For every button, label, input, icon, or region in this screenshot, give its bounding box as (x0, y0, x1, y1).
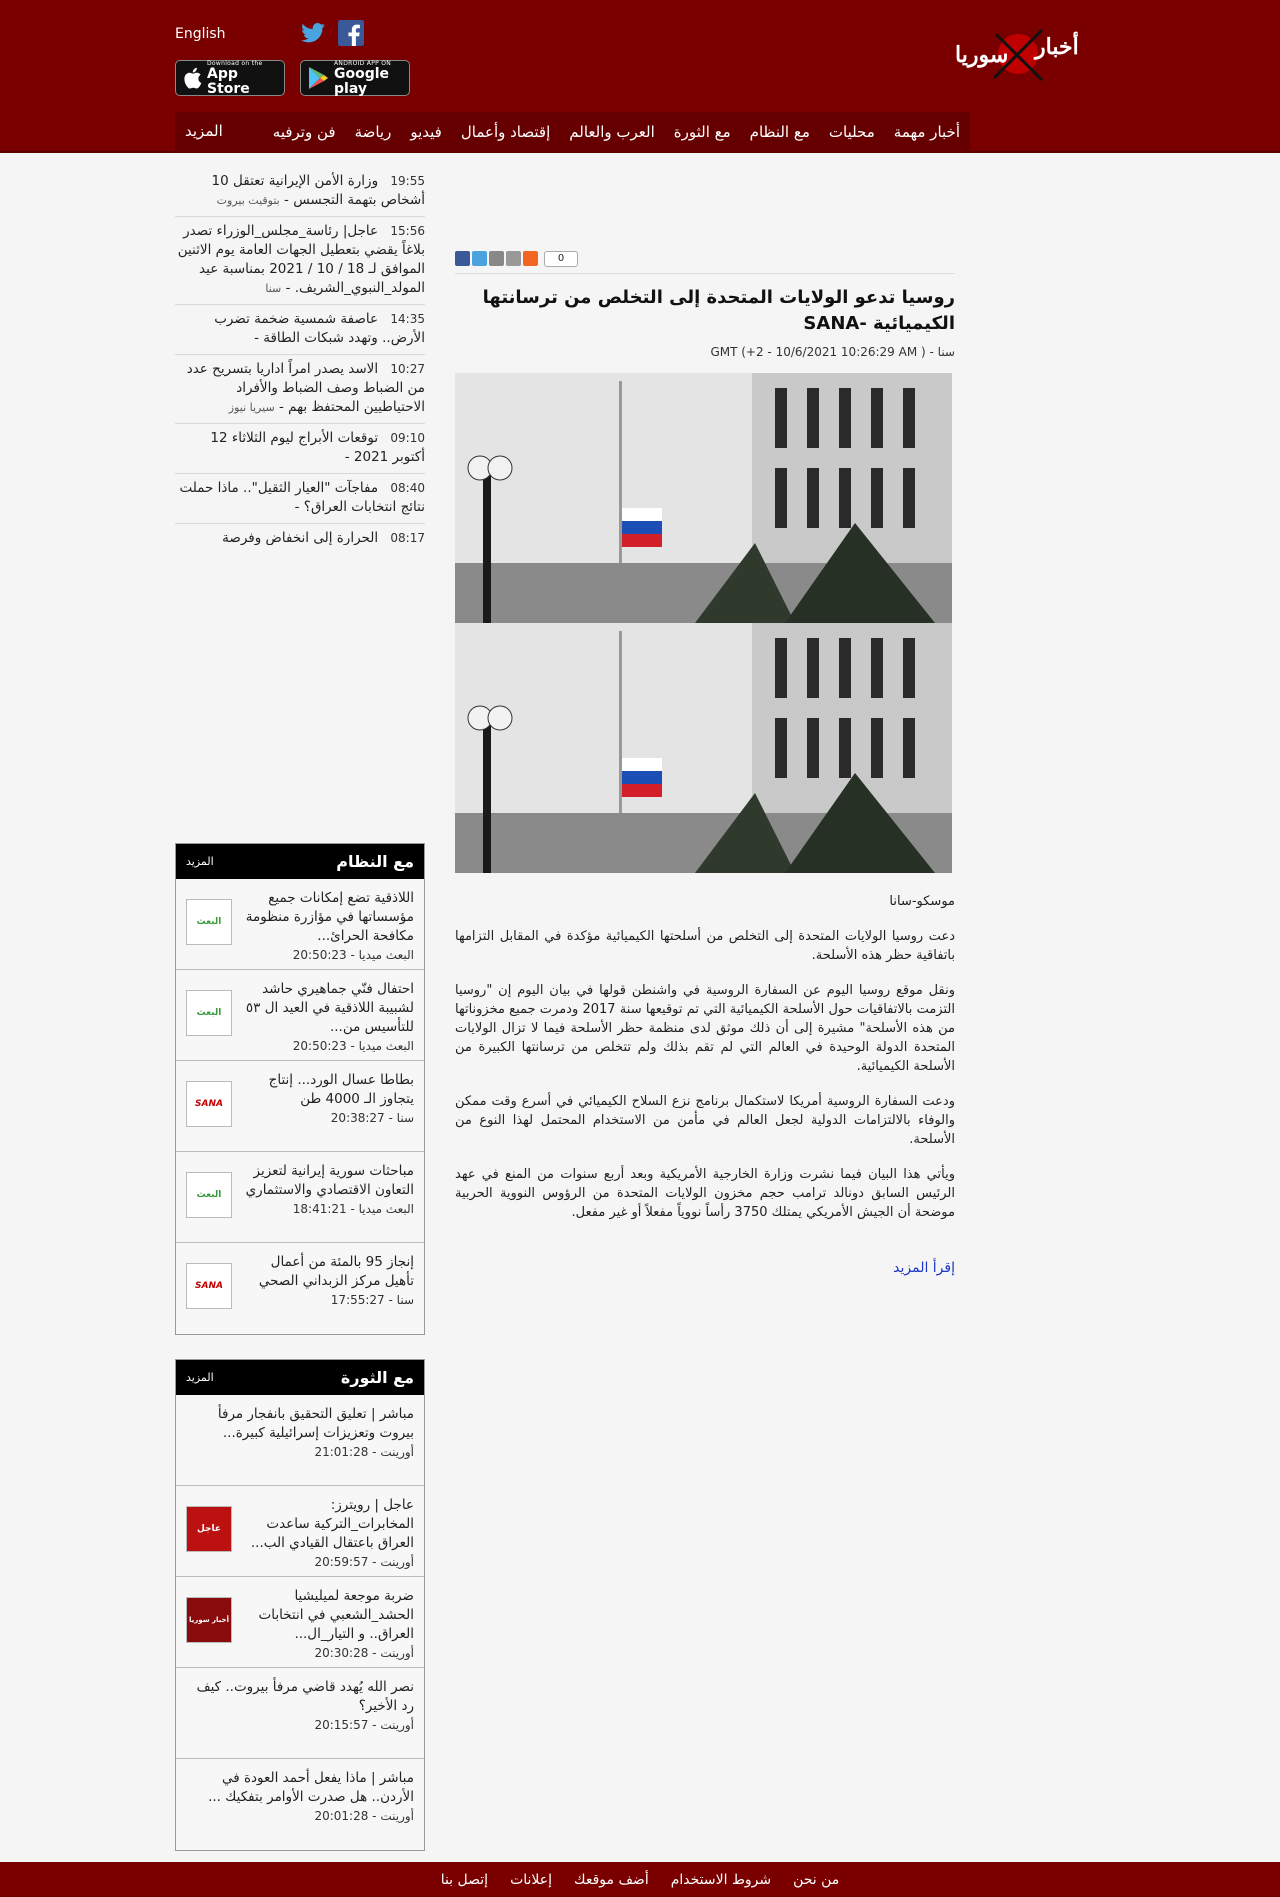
item-meta: سنا - 17:55:27 (330, 1293, 414, 1307)
embassy-flag-image (455, 623, 952, 873)
box-more-link[interactable]: المزيد (186, 855, 214, 868)
item-meta: أورينت - 20:01:28 (314, 1809, 414, 1823)
article-paragraph: ونقل موقع روسيا اليوم عن السفارة الروسية في واشنطن قولها في بيان اليوم إن "روسيا التزمت بالاتفاقيات حول الأسلحة الكيميائية التي تم توقيعها سنة 2017 ودمرت جميع مخزوناتها من هذه الأسلحة" مشيرة إلى أن ذلك موثق لدى منظمة حظر الأسلحة فيما لا تزال الولايات المتحدة الدولة الوحيدة في العالم التي لم تقم بذلك ولم تتخلص من ترسانتها الكبيرة من الأسلحة الكيميائية. (455, 983, 955, 1074)
revolution-news-box (175, 1359, 425, 1851)
breaking-news-list (175, 167, 425, 545)
news-time: 19:55 (390, 174, 425, 188)
share-bar (455, 251, 578, 267)
item-title[interactable]: ضربة موجعة لميليشيا الحشد_الشعبي في انتخابات العراق.. و التيار_ال... (258, 1588, 414, 1642)
article-image (455, 623, 952, 873)
divider (455, 273, 955, 274)
item-title[interactable]: إنجاز 95 بالمئة من أعمال تأهيل مركز الزبداني الصحي (258, 1254, 414, 1289)
article-body (455, 892, 955, 1238)
share-count: 0 (544, 251, 578, 267)
list-item[interactable] (176, 1668, 424, 1759)
item-meta: سنا - 20:38:27 (330, 1111, 414, 1125)
item-title[interactable]: بطاطا عسال الورد... إنتاج يتجاوز الـ 4000 طن (268, 1072, 414, 1107)
item-meta: البعث ميديا - 20:50:23 (292, 1039, 414, 1053)
list-item[interactable] (176, 1577, 424, 1668)
list-item[interactable] (176, 1243, 424, 1334)
box-header (176, 1360, 424, 1395)
list-item[interactable] (176, 970, 424, 1061)
list-item[interactable] (175, 474, 425, 524)
logo-word-akhbar: أخبار (1035, 34, 1079, 60)
logo-word-syria: سوريا (955, 42, 1009, 68)
nav-item[interactable]: رياضة (354, 123, 392, 141)
footer-link-about[interactable]: من نحن (793, 1871, 840, 1888)
thumbnail[interactable]: SANA (186, 1081, 232, 1127)
nav-item[interactable]: إقتصاد وأعمال (460, 123, 551, 141)
site-footer (0, 1862, 1280, 1897)
share-email-icon[interactable] (489, 251, 504, 266)
news-title[interactable]: عاجل| رئاسة_مجلس_الوزراء تصدر بلاغاً يقضي بتعطيل الجهات العامة يوم الاثنين الموافق لـ 18 / 10 / 2021 بمناسبة عيد المولد_النبوي_الشريف. - (177, 223, 425, 296)
article-paragraph: ودعت السفارة الروسية أمريكا لاستكمال برنامج نزع السلاح الكيميائي في أسرع وقت ممكن والوفاء بالالتزامات الدولية لجعل العالم في مأمن من الاستخدام المحتمل لهذا النوع من الأسلحة. (455, 1094, 955, 1147)
item-title[interactable]: نصر الله يُهدد قاضي مرفأ بيروت.. كيف رد الأخير؟ (196, 1679, 414, 1714)
thumbnail[interactable]: البعث (186, 899, 232, 945)
news-time: 15:56 (390, 224, 425, 238)
article-image (455, 373, 952, 623)
google-play-icon (307, 66, 329, 90)
list-item[interactable] (175, 524, 425, 545)
news-source: سنا (265, 282, 282, 295)
list-item[interactable] (176, 879, 424, 970)
article-meta: سنا - ( GMT (+2 - 10/6/2021 10:26:29 AM (710, 345, 955, 359)
item-title[interactable]: مباشر | ماذا يفعل أحمد العودة في الأردن.. هل صدرت الأوامر بتفكيك ... (208, 1770, 414, 1805)
item-meta: البعث ميديا - 20:50:23 (292, 948, 414, 962)
read-more-link[interactable]: إقرأ المزيد (893, 1260, 955, 1276)
nav-item[interactable]: فن وترفيه (272, 123, 336, 141)
news-source: سيريا نيوز (228, 401, 275, 414)
list-item[interactable] (175, 167, 425, 217)
footer-link-contact[interactable]: إتصل بنا (440, 1871, 489, 1888)
list-item[interactable] (176, 1395, 424, 1486)
news-title[interactable]: الحرارة إلى انخفاض وفرصة (222, 530, 379, 545)
item-title[interactable]: مباشر | تعليق التحقيق بانفجار مرفأ بيروت وتعزيزات إسرائيلية كبيرة... (217, 1406, 414, 1441)
item-title[interactable]: عاجل | رويترز: المخابرات_التركية ساعدت العراق باعتقال القيادي الب... (250, 1497, 414, 1551)
news-title[interactable]: وزارة الأمن الإيرانية تعتقل 10 أشخاص بتهمة التجسس - (211, 173, 425, 208)
english-link[interactable]: English (175, 26, 226, 42)
item-meta: أورينت - 20:15:57 (314, 1718, 414, 1732)
list-item[interactable] (176, 1061, 424, 1152)
google-play-caption: ANDROID APP ON (334, 59, 392, 67)
nav-item[interactable]: العرب والعالم (569, 123, 655, 141)
twitter-icon[interactable] (300, 20, 326, 46)
news-time: 08:40 (390, 481, 425, 495)
item-meta: البعث ميديا - 18:41:21 (292, 1202, 414, 1216)
share-facebook-icon[interactable] (455, 251, 470, 266)
news-title[interactable]: مفاجآت "العيار الثقيل".. ماذا حملت نتائج انتخابات العراق؟ - (179, 480, 425, 515)
footer-link-terms[interactable]: شروط الاستخدام (670, 1871, 772, 1888)
news-time: 14:35 (390, 312, 425, 326)
thumbnail[interactable]: SANA (186, 1263, 232, 1309)
box-title[interactable]: مع النظام (336, 852, 414, 871)
thumbnail[interactable]: البعث (186, 990, 232, 1036)
nav-item[interactable]: أخبار مهمة (893, 123, 960, 141)
list-item[interactable] (176, 1759, 424, 1850)
box-header (176, 844, 424, 879)
item-title[interactable]: مباحثات سورية إيرانية لتعزيز التعاون الاقتصادي والاستثماري (245, 1163, 414, 1198)
item-meta: أورينت - 21:01:28 (314, 1445, 414, 1459)
embassy-flag-image (455, 373, 952, 623)
nav-more[interactable]: المزيد (185, 122, 223, 140)
box-more-link[interactable]: المزيد (186, 1371, 214, 1384)
regime-news-box (175, 843, 425, 1335)
app-store-label: App Store (207, 65, 250, 97)
news-title[interactable]: الاسد يصدر امراً اداريا بتسريح عدد من الضباط وصف الضباط والأفراد الاحتياطيين المحتفظ بهم - (186, 361, 425, 415)
site-header (0, 0, 1280, 153)
list-item[interactable] (175, 217, 425, 305)
item-title[interactable]: احتفال فنّي جماهيري حاشد لشبيبة اللاذقية في العيد ال ٥٣ للتأسيس من... (245, 981, 414, 1035)
list-item[interactable] (175, 305, 425, 355)
share-print-icon[interactable] (506, 251, 521, 266)
nav-item[interactable]: محليات (828, 123, 875, 141)
article-dateline: موسكو-سانا (889, 894, 955, 909)
apple-icon (182, 66, 202, 90)
share-twitter-icon[interactable] (472, 251, 487, 266)
thumbnail[interactable]: عاجل (186, 1506, 232, 1552)
news-time: 10:27 (390, 362, 425, 376)
news-title[interactable]: توقعات الأبراج ليوم الثلاثاء 12 أكتوبر 2021 - (210, 430, 425, 465)
main-nav (175, 112, 970, 152)
news-title[interactable]: عاصفة شمسية ضخمة تضرب الأرض.. وتهدد شبكات الطاقة - (214, 311, 425, 346)
list-item[interactable] (175, 355, 425, 424)
nav-item[interactable]: مع النظام (749, 123, 810, 141)
footer-link-add-site[interactable]: أضف موقعك (574, 1871, 649, 1888)
list-item[interactable] (176, 1486, 424, 1577)
nav-item[interactable]: فيديو (410, 123, 442, 141)
item-meta: أورينت - 20:30:28 (314, 1646, 414, 1660)
app-store-caption: Download on the (207, 59, 263, 67)
news-time: 08:17 (390, 531, 425, 545)
item-meta: أورينت - 20:59:57 (314, 1555, 414, 1569)
nav-item[interactable]: مع الثورة (673, 123, 731, 141)
app-store-button[interactable] (175, 60, 285, 96)
google-play-button[interactable] (300, 60, 410, 96)
news-time: 09:10 (390, 431, 425, 445)
article-title: روسيا تدعو الولايات المتحدة إلى التخلص من ترسانتها الكيميائية -SANA (482, 287, 955, 334)
footer-link-ads[interactable]: إعلانات (510, 1871, 553, 1888)
item-title[interactable]: اللاذقية تضع إمكانات جميع مؤسساتها في مؤازرة منظومة مكافحة الحرائ... (245, 890, 414, 944)
list-item[interactable] (175, 424, 425, 474)
thumbnail[interactable]: البعث (186, 1172, 232, 1218)
news-source: بتوقيت بيروت (216, 194, 280, 207)
site-logo[interactable] (950, 22, 1085, 84)
thumbnail[interactable]: أخبار سوريا (186, 1597, 232, 1643)
facebook-icon[interactable] (338, 20, 364, 46)
google-play-label: Google play (334, 65, 390, 97)
article-paragraph: ويأتي هذا البيان فيما نشرت وزارة الخارجية الأمريكية وبعد أربع سنوات من المنع في عهد الرئيس السابق دونالد ترامب حجم مخزون الولايات المتحدة من الرؤوس النووية الحربية موضحة أن الجيش الأمريكي يمتلك 3750 رأساً نووياً مفعلاً أو غير مفعل. (455, 1167, 955, 1220)
list-item[interactable] (176, 1152, 424, 1243)
article-paragraph: دعت روسيا الولايات المتحدة إلى التخلص من أسلحتها الكيميائية مؤكدة في المقابل التزامها باتفاقية حظر هذه الأسلحة. (455, 929, 955, 963)
share-more-icon[interactable] (523, 251, 538, 266)
box-title[interactable]: مع الثورة (340, 1368, 414, 1387)
